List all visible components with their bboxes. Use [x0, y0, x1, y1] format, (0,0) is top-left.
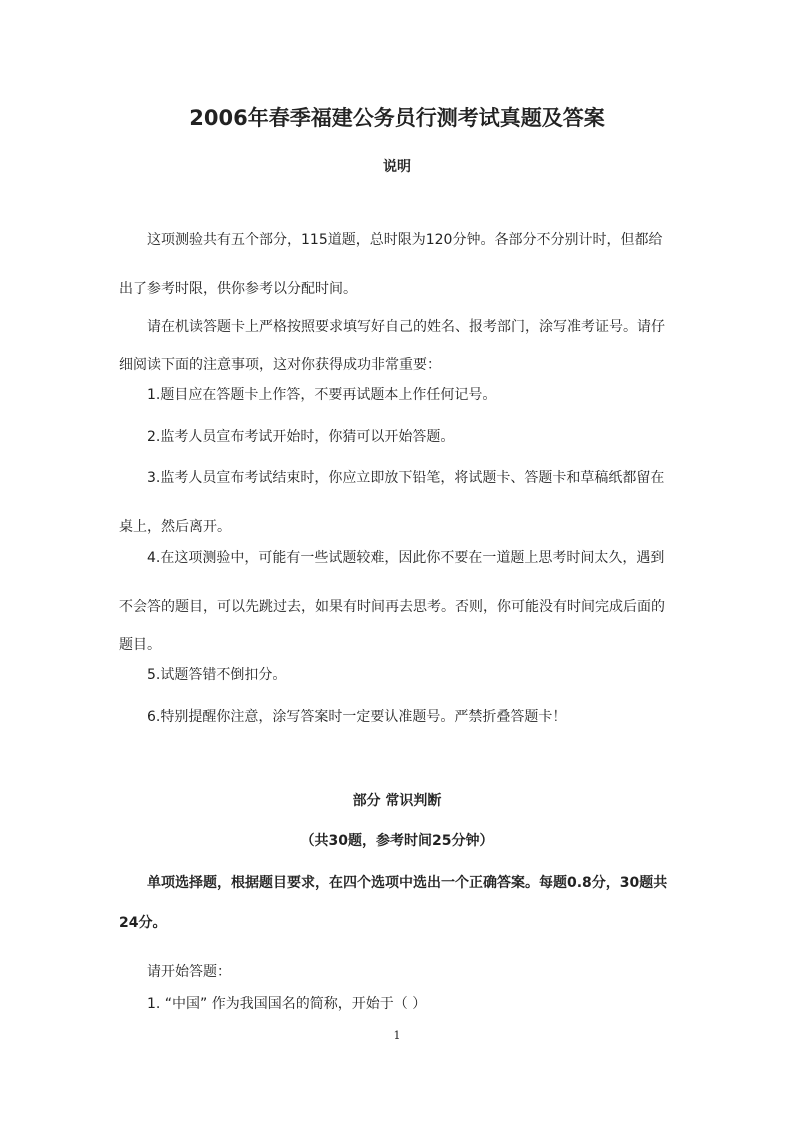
intro-paragraph-1-line-2: 出了参考时限，供你参考以分配时间。 — [119, 281, 357, 297]
notice-item-2: 2.监考人员宣布考试开始时，你猜可以开始答题。 — [147, 429, 455, 445]
start-prompt: 请开始答题： — [147, 964, 231, 980]
document-title: 2006年春季福建公务员行测考试真题及答案 — [189, 106, 605, 130]
intro-paragraph-2-line-1: 请在机读答题卡上严格按照要求填写好自己的姓名、报考部门，涂写准考证号。请仔 — [147, 319, 665, 335]
page-number: 1 — [393, 1029, 401, 1042]
section-title: 部分 常识判断 — [352, 793, 442, 809]
notice-item-4-line-3: 题目。 — [119, 637, 161, 653]
notice-item-4-line-2: 不会答的题目，可以先跳过去，如果有时间再去思考。否则，你可能没有时间完成后面的 — [119, 599, 665, 615]
notice-item-4-line-1: 4.在这项测验中，可能有一些试题较难，因此你不要在一道题上思考时间太久，遇到 — [147, 550, 665, 566]
intro-paragraph-1-line-1: 这项测验共有五个部分，115道题，总时限为120分钟。各部分不分别计时，但都给 — [147, 232, 663, 248]
notice-item-5: 5.试题答错不倒扣分。 — [147, 667, 287, 683]
section-subtitle: （共30题，参考时间25分钟） — [300, 833, 494, 849]
intro-heading: 说明 — [383, 159, 411, 175]
notice-item-3-line-2: 桌上，然后离开。 — [119, 519, 231, 535]
instruction-line-1: 单项选择题，根据题目要求，在四个选项中选出一个正确答案。每题0.8分，30题共 — [147, 875, 668, 891]
notice-item-6: 6.特别提醒你注意，涂写答案时一定要认准题号。严禁折叠答题卡！ — [147, 709, 567, 725]
instruction-line-2: 24分。 — [119, 915, 167, 931]
intro-paragraph-2-line-2: 细阅读下面的注意事项，这对你获得成功非常重要： — [119, 357, 441, 373]
notice-item-1: 1.题目应在答题卡上作答，不要再试题本上作任何记号。 — [147, 387, 497, 403]
notice-item-3-line-1: 3.监考人员宣布考试结束时，你应立即放下铅笔，将试题卡、答题卡和草稿纸都留在 — [147, 470, 665, 486]
question-1-stem: 1. “中国” 作为我国国名的简称，开始于（ ） — [147, 996, 427, 1012]
